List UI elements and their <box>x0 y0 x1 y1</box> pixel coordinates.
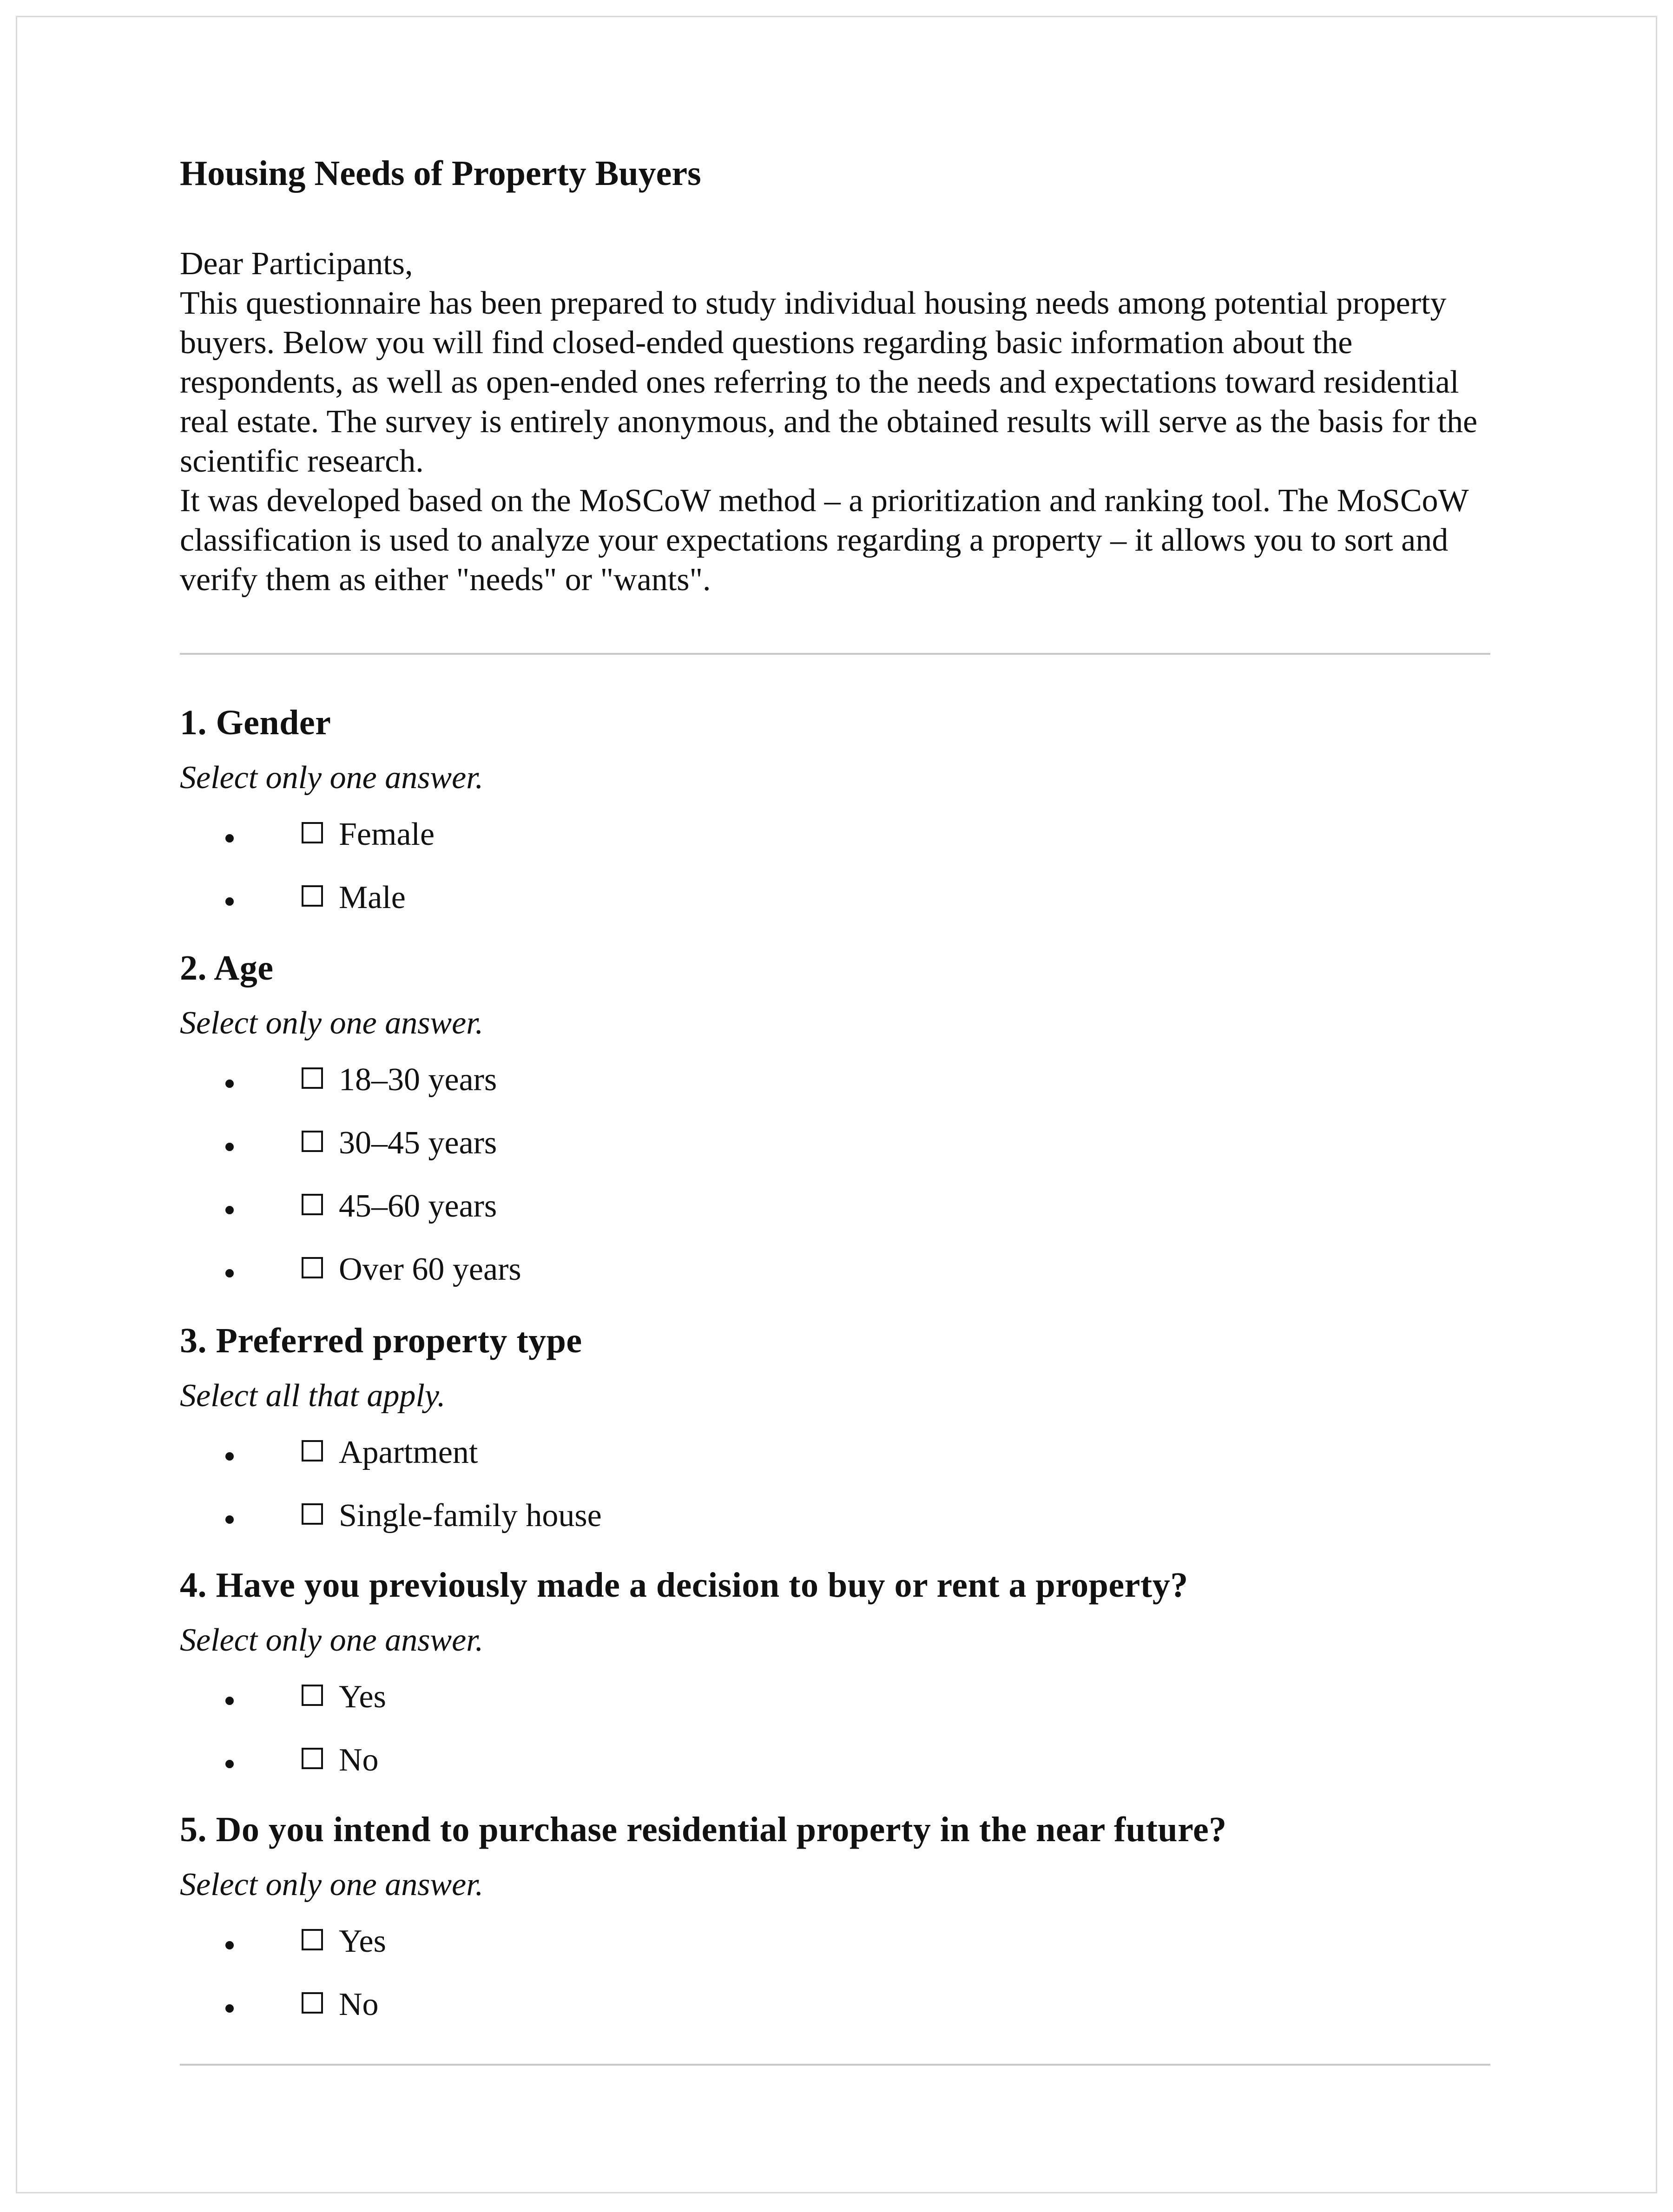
bullet-icon <box>225 897 234 906</box>
checkbox-icon[interactable] <box>302 1131 323 1152</box>
intro-paragraph-2: It was developed based on the MoSCoW method – a prioritization and ranking tool. The MoSCoW classification is used to analyze your expectations regarding a property – it allows you to sort and verify them as either "needs" or "wants". <box>180 483 1469 598</box>
question-purchase-intent <box>180 1810 1490 2022</box>
question-instruction: Select all that apply. <box>180 1378 446 1414</box>
question-instruction: Select only one answer. <box>180 1622 484 1658</box>
document-page <box>16 16 1657 2193</box>
page-title: Housing Needs of Property Buyers <box>180 154 701 193</box>
question-title: 1. Gender <box>180 703 331 742</box>
checkbox-icon[interactable] <box>302 1929 323 1950</box>
checkbox-icon[interactable] <box>302 1503 323 1525</box>
checkbox-icon[interactable] <box>302 1992 323 2014</box>
question-property-type <box>180 1321 1490 1534</box>
question-instruction: Select only one answer. <box>180 760 484 796</box>
bullet-icon <box>225 1941 234 1949</box>
option-label: Over 60 years <box>339 1251 521 1287</box>
intro-paragraph-1: This questionnaire has been prepared to study individual housing needs among potential property buyers. Below you will find closed-ended questions regarding basic information about the respondents, as well as open-ended ones referring to the needs and expectations toward residential real estate. The survey is entirely anonymous, and the obtained results will serve as the basis for the scientific research. <box>180 285 1478 479</box>
question-instruction: Select only one answer. <box>180 1867 484 1903</box>
option-label: 18–30 years <box>339 1062 497 1098</box>
bullet-icon <box>225 1760 234 1768</box>
bullet-icon <box>225 1697 234 1705</box>
option-label: Yes <box>339 1679 386 1715</box>
question-instruction: Select only one answer. <box>180 1005 484 1041</box>
option-label: Yes <box>339 1923 386 1959</box>
bottom-divider <box>180 2064 1490 2066</box>
intro-greeting: Dear Participants, <box>180 246 413 282</box>
option-label: Apartment <box>339 1435 478 1470</box>
bullet-icon <box>225 1206 234 1214</box>
question-title: 2. Age <box>180 948 274 988</box>
option-label: Female <box>339 816 435 852</box>
question-title: 5. Do you intend to purchase residential property in the near future? <box>180 1810 1227 1849</box>
bullet-icon <box>225 1080 234 1088</box>
bullet-icon <box>225 1269 234 1277</box>
question-title: 4. Have you previously made a decision to buy or rent a property? <box>180 1566 1188 1605</box>
option-label: No <box>339 1987 379 2022</box>
top-divider <box>180 653 1490 655</box>
option-label: 45–60 years <box>339 1188 497 1224</box>
option-label: Male <box>339 880 406 915</box>
checkbox-icon[interactable] <box>302 1440 323 1462</box>
intro-text <box>180 244 1490 599</box>
checkbox-icon[interactable] <box>302 1257 323 1278</box>
bullet-icon <box>225 1143 234 1151</box>
checkbox-icon[interactable] <box>302 1194 323 1215</box>
checkbox-icon[interactable] <box>302 1748 323 1769</box>
question-previous-decision <box>180 1566 1490 1778</box>
bullet-icon <box>225 834 234 843</box>
question-title: 3. Preferred property type <box>180 1321 582 1360</box>
checkbox-icon[interactable] <box>302 885 323 907</box>
option-label: 30–45 years <box>339 1125 497 1161</box>
bullet-icon <box>225 2004 234 2013</box>
checkbox-icon[interactable] <box>302 1685 323 1706</box>
question-age <box>180 948 1490 1287</box>
option-label: Single-family house <box>339 1498 602 1534</box>
option-label: No <box>339 1742 379 1778</box>
bullet-icon <box>225 1515 234 1524</box>
checkbox-icon[interactable] <box>302 1067 323 1089</box>
bullet-icon <box>225 1452 234 1461</box>
question-gender <box>180 703 1490 915</box>
checkbox-icon[interactable] <box>302 822 323 843</box>
